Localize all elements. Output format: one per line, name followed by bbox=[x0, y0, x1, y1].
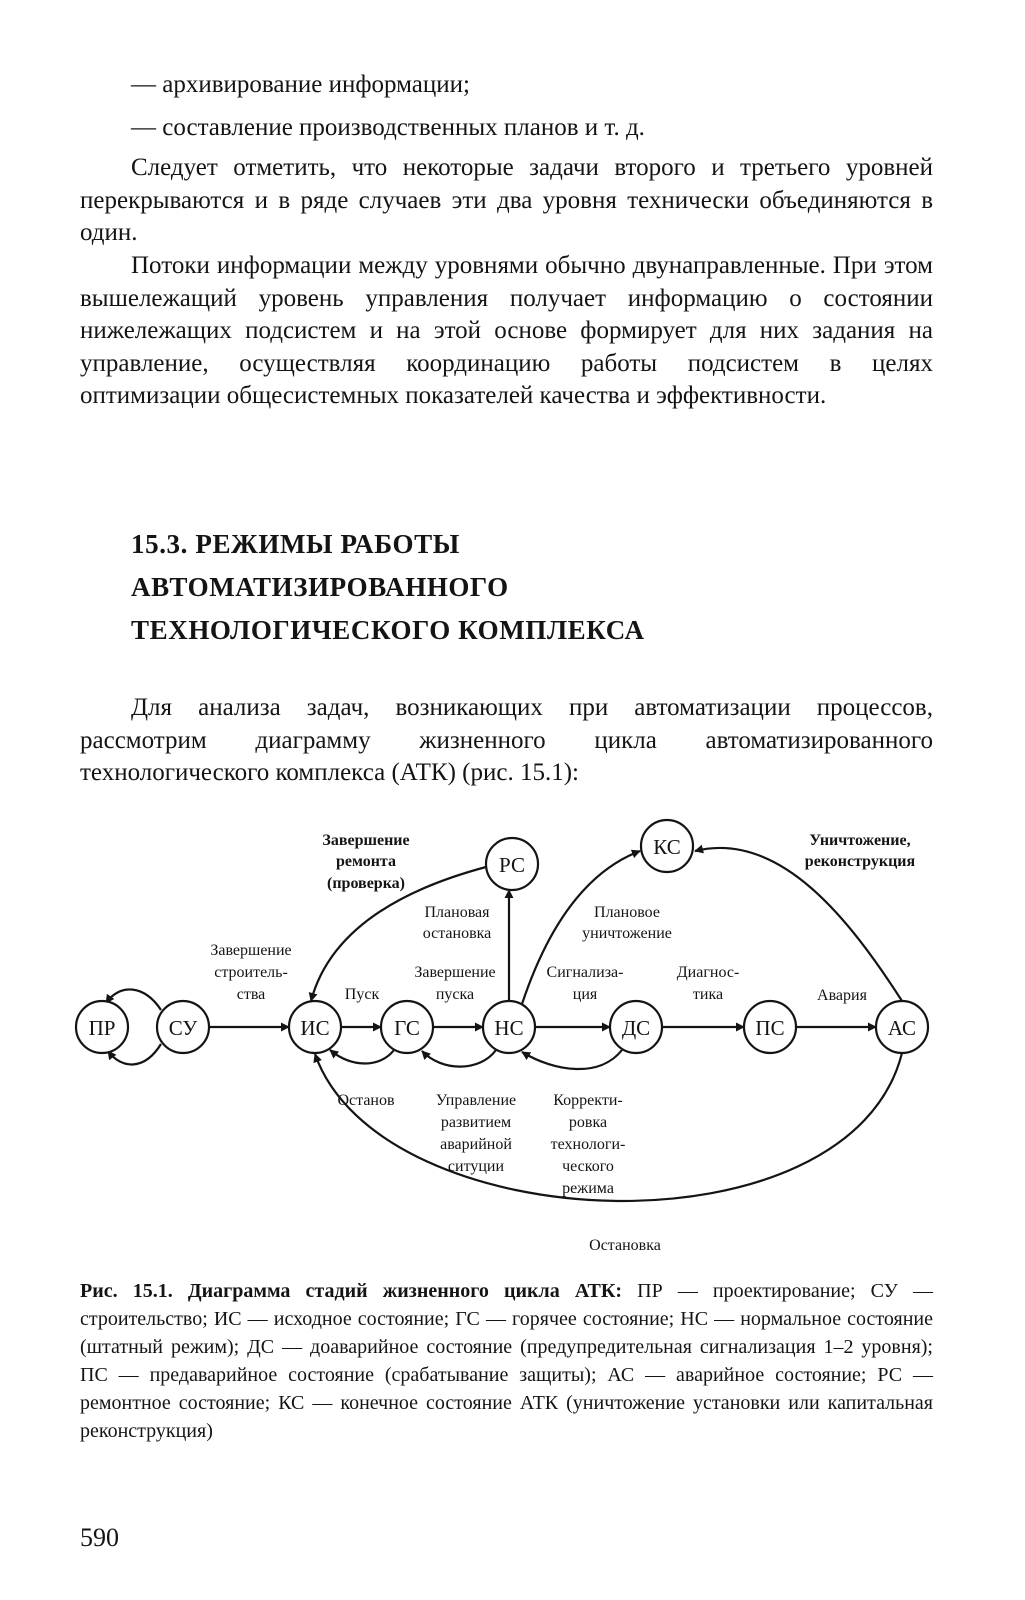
edge-label: (проверка) bbox=[327, 875, 405, 892]
node-label: СУ bbox=[168, 1016, 198, 1040]
edge-ns-gs bbox=[422, 1050, 496, 1067]
node-label: КС bbox=[653, 835, 681, 859]
lifecycle-diagram bbox=[0, 815, 1025, 1270]
node-label: ПС bbox=[755, 1016, 785, 1040]
figure-caption bbox=[80, 1277, 933, 1445]
node-label: ГС bbox=[394, 1016, 420, 1040]
edge-label: технологи- bbox=[550, 1136, 626, 1153]
edge-label: Диагнос- bbox=[676, 964, 740, 981]
section-heading-line: АВТОМАТИЗИРОВАННОГО bbox=[131, 572, 509, 602]
edge-label: остановка bbox=[422, 925, 492, 942]
edge-label: ства bbox=[236, 986, 266, 1003]
edge-label: Сигнализа- bbox=[546, 964, 624, 981]
edge-label: аварийной bbox=[440, 1136, 512, 1153]
edge-label: ситуции bbox=[447, 1158, 505, 1175]
edge-label: пуска bbox=[435, 986, 475, 1003]
edge-label: ческого bbox=[562, 1158, 614, 1175]
paragraph: Следует отметить, что некоторые задачи второго и третьего уровней перекрываются и в ряде случаев эти два уровня технически объединяются в один. bbox=[80, 154, 933, 246]
edge-label: уничтожение bbox=[582, 925, 672, 942]
page-number: 590 bbox=[80, 1523, 119, 1552]
edge-label: Корректи- bbox=[553, 1092, 623, 1109]
node-label: ИС bbox=[300, 1016, 330, 1040]
edge-label: Завершение bbox=[322, 832, 410, 849]
edge-label: тика bbox=[692, 986, 724, 1003]
edge-label: Плановая bbox=[424, 904, 490, 921]
edge-ds-ns bbox=[522, 1050, 622, 1069]
edge-label: Пуск bbox=[344, 986, 380, 1003]
edge-label: реконструкция bbox=[804, 853, 916, 870]
node-label: РС bbox=[499, 853, 525, 877]
paragraph: Потоки информации между уровнями обычно двунаправленные. При этом вышележащий уровень управления получает информацию о состоянии нижележащих подсистем и на этой основе формирует для них задания на управление, осуществляя координацию работы подсистем в целях оптимизации общесистемных показателей качества и эффективности. bbox=[80, 252, 933, 409]
edge-label: строитель- bbox=[214, 964, 288, 981]
section-heading-line: ТЕХНОЛОГИЧЕСКОГО КОМПЛЕКСА bbox=[131, 615, 645, 645]
edge-as-is bbox=[315, 1053, 902, 1201]
edge-label: Завершение bbox=[210, 942, 292, 959]
node-label: ПР bbox=[88, 1016, 116, 1040]
edge-label: ремонта bbox=[336, 853, 396, 870]
edge-label: режима bbox=[562, 1180, 614, 1197]
section-heading-line: 15.3. РЕЖИМЫ РАБОТЫ bbox=[131, 529, 460, 559]
node-label: АС bbox=[887, 1016, 917, 1040]
list-item: — архивирование информации; bbox=[131, 71, 470, 98]
caption-title: Рис. 15.1. Диаграмма стадий жизненного цикла АТК: bbox=[80, 1280, 623, 1302]
node-label: НС bbox=[494, 1016, 524, 1040]
edge-label: развитием bbox=[440, 1114, 512, 1131]
edge-label: Завершение bbox=[414, 964, 496, 981]
edge-label: Авария bbox=[817, 987, 867, 1004]
list-item: — составление производственных планов и т. д. bbox=[131, 114, 645, 141]
section-heading bbox=[131, 523, 645, 652]
edge-label: ровка bbox=[568, 1114, 608, 1131]
edge-label: Остановка bbox=[589, 1237, 661, 1254]
edge-label: Останов bbox=[337, 1092, 395, 1109]
edge-gs-is bbox=[330, 1050, 394, 1064]
edge-label: Уничтожение, bbox=[809, 832, 911, 849]
edge-label: Плановое bbox=[594, 904, 660, 921]
caption-text: ПР — проектирование; СУ — строительство; ИС — исходное состояние; ГС — горячее состояние; НС — нормальное состояние (штатный режим); ДС — доаварийное состояние (предупредительная сигнализация 1–2 уровня); ПС — предаварийное состояние (срабатывание защиты); АС — аварийное состояние; РС — ремонтное состояние; КС — конечное состояние АТК (уничтожение установки или капитальная реконструкция) bbox=[80, 1280, 933, 1442]
edge-label: Управление bbox=[435, 1092, 517, 1109]
edge-label: ция bbox=[572, 986, 598, 1003]
node-label: ДС bbox=[621, 1016, 651, 1040]
paragraph: Для анализа задач, возникающих при автоматизации процессов, рассмотрим диаграмму жизненного цикла автоматизированного технологического комплекса (АТК) (рис. 15.1): bbox=[80, 694, 933, 786]
